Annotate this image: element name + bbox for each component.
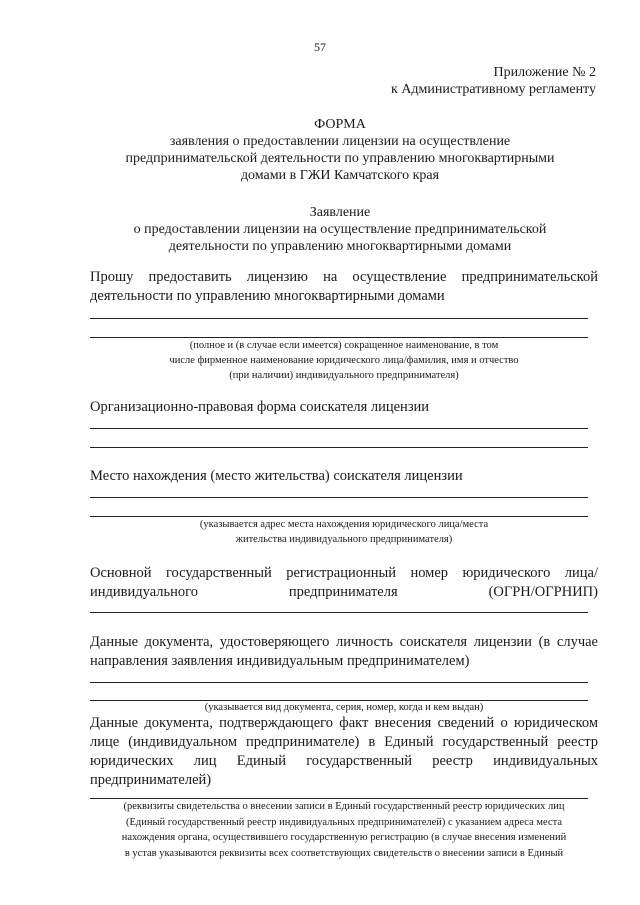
location-hint-line: (указывается адрес места нахождения юридического лица/места: [199, 519, 489, 530]
name-hint: [90, 338, 598, 383]
annex-line-1: Приложение № 2: [493, 65, 596, 80]
identity-doc-line-2: направления заявления индивидуальным предпринимателем): [90, 653, 470, 669]
application-heading: Заявление: [309, 205, 371, 220]
page-number: 57: [314, 40, 326, 54]
name-hint-line: (полное и (в случае если имеется) сокращенное наименование, в том: [189, 340, 499, 351]
form-heading: ФОРМА: [314, 117, 366, 132]
application-title-line: о предоставлении лицензии на осуществление предпринимательской: [133, 222, 547, 237]
location-hint-line: жительства индивидуального предпринимателя): [235, 534, 453, 545]
legal-form-label: Организационно-правовая форма соискателя лицензии: [90, 399, 430, 415]
form-title-line: предпринимательской деятельности по управлению многоквартирными: [125, 151, 555, 166]
identity-doc-field[interactable]: [90, 682, 588, 683]
form-title-line: домами в ГЖИ Камчатского края: [240, 168, 440, 183]
registry-doc-line-4: предпринимателей): [90, 772, 212, 788]
name-hint-line: (при наличии) индивидуального предпринимателя): [229, 370, 459, 381]
request-line-1: Прошу предоставить лицензию на осуществление предпринимательской: [90, 269, 598, 285]
registry-doc-line-2: лице (индивидуальном предпринимателе) в Единый государственный реестр: [90, 734, 598, 750]
registry-doc-hint-line: (реквизиты свидетельства о внесении записи в Единый государственный реестр юридических лиц: [123, 801, 565, 812]
registry-doc-hint: [90, 799, 598, 861]
form-title-line: заявления о предоставлении лицензии на осуществление: [169, 134, 511, 149]
registry-doc-paragraph: [90, 714, 598, 790]
registry-doc-line-1: Данные документа, подтверждающего факт внесения сведений о юридическом: [90, 715, 598, 731]
ogrn-field[interactable]: [90, 612, 588, 613]
ogrn-word: предпринимателя: [288, 584, 398, 600]
ogrn-line-2: [90, 583, 598, 602]
registry-doc-hint-line: (Единый государственный реестр индивидуальных предпринимателей) с указанием адреса места: [126, 816, 562, 828]
location-hint: [90, 517, 598, 547]
legal-form-field[interactable]: [90, 428, 588, 429]
form-title: [90, 116, 590, 184]
request-line-2: деятельности по управлению многоквартирными домами: [90, 288, 445, 304]
location-field[interactable]: [90, 497, 588, 498]
registry-doc-line-3: юридических лиц Единый государственный реестр индивидуальных: [90, 753, 598, 769]
ogrn-word: (ОГРН/ОГРНИП): [488, 584, 598, 600]
annex-line-2: к Административному регламенту: [391, 82, 596, 97]
ogrn-word: индивидуального: [90, 584, 198, 600]
registry-doc-hint-line: нахождения органа, осуществившего государственную регистрацию (в случае внесения изменений: [121, 832, 567, 843]
identity-doc-hint: (указывается вид документа, серия, номер, когда и кем выдан): [204, 702, 484, 713]
ogrn-paragraph: [90, 564, 598, 602]
applicant-name-field[interactable]: [90, 318, 588, 319]
location-label: Место нахождения (место жительства) соискателя лицензии: [90, 468, 463, 484]
name-hint-line: числе фирменное наименование юридического лица/фамилия, имя и отчество: [169, 355, 519, 366]
ogrn-line-1: Основной государственный регистрационный номер юридического лица/: [90, 565, 598, 581]
registry-doc-hint-line: в устав указываются реквизиты всех соответствующих свидетельств о внесении записи в Единый: [124, 847, 564, 859]
legal-form-field[interactable]: [90, 447, 588, 448]
annex-header: [300, 64, 596, 98]
identity-doc-paragraph: [90, 633, 598, 671]
application-title-line: деятельности по управлению многоквартирными домами: [168, 239, 512, 254]
application-title: [90, 204, 590, 255]
identity-doc-line-1: Данные документа, удостоверяющего личность соискателя лицензии (в случае: [90, 634, 598, 650]
request-paragraph: [90, 268, 598, 306]
